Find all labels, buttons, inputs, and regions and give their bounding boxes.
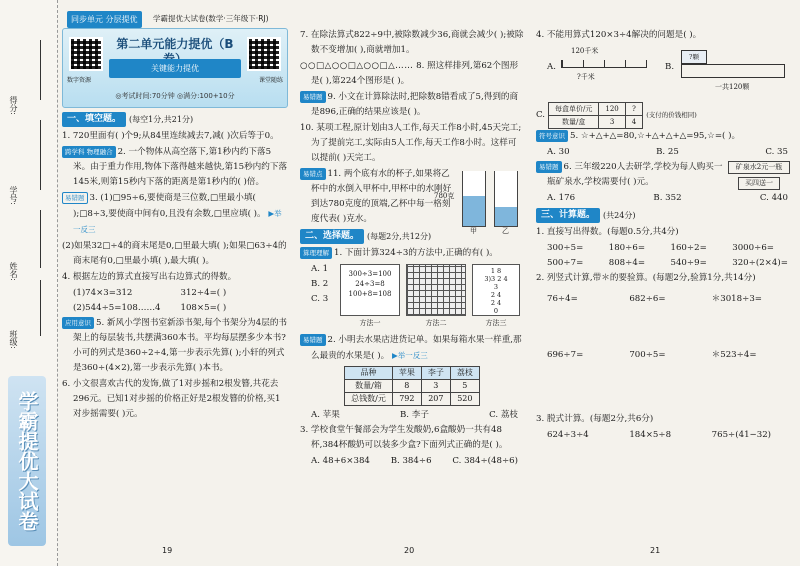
option-c[interactable]: C. 35 bbox=[765, 147, 788, 157]
column-2 bbox=[300, 28, 524, 469]
table-row bbox=[549, 103, 643, 116]
class-line bbox=[40, 280, 41, 336]
question-text: 6. 三年级220人去研学,学校为每人购买一瓶矿泉水,学校需要付( )元。 bbox=[547, 162, 723, 187]
line-a-note: ?千米 bbox=[577, 73, 595, 81]
calc-item: 696÷7= bbox=[547, 350, 584, 360]
beaker-b bbox=[494, 171, 518, 227]
promo-sign bbox=[728, 160, 790, 191]
table-cell: 8 bbox=[392, 380, 421, 393]
price-table bbox=[548, 102, 643, 129]
fruit-table bbox=[344, 366, 480, 406]
section-note: (每题2分,共12分) bbox=[367, 232, 432, 241]
method-figures bbox=[340, 264, 520, 331]
box-b-note: 一共120颗 bbox=[715, 83, 750, 91]
calc-item: 500÷7= bbox=[547, 258, 584, 268]
choice-6-options bbox=[536, 191, 794, 206]
table-cell: 792 bbox=[392, 393, 421, 406]
option-a[interactable]: A. 176 bbox=[547, 193, 576, 203]
calc-item: 320÷(2×4)= bbox=[732, 258, 788, 268]
calc-3-row bbox=[536, 428, 794, 443]
column-3 bbox=[536, 28, 794, 443]
choice-3-options bbox=[300, 454, 524, 469]
beaker-a-label: 甲 bbox=[470, 227, 477, 235]
option-a[interactable]: A. 1 bbox=[311, 264, 329, 274]
column-1 bbox=[62, 14, 288, 423]
option-c[interactable]: C. bbox=[536, 110, 546, 120]
question-badge: 算理理解 bbox=[300, 247, 332, 259]
option-c[interactable]: C. 荔枝 bbox=[489, 410, 518, 420]
choice-question-6-wrap bbox=[536, 160, 794, 190]
choice-question-2 bbox=[300, 333, 524, 364]
option-b[interactable]: B. 25 bbox=[656, 147, 679, 157]
choice-question-5 bbox=[536, 129, 794, 144]
question-11-wrap bbox=[300, 167, 524, 235]
choice-1-body bbox=[300, 262, 524, 333]
calc-item: 808÷4= bbox=[608, 258, 646, 268]
question-text: 2. 一个物体从高空落下,第1秒内约下落5米。由于重力作用,物体下落得越来越快,第15秒内约下落145米,则第15秒内下落的距离是第1秒内的( )倍。 bbox=[73, 147, 288, 187]
equation: (2)544÷5=108……4 bbox=[73, 303, 161, 313]
line-segment-a bbox=[561, 60, 647, 68]
option-a[interactable]: A. 48+6×384 bbox=[311, 456, 370, 466]
related-practice-link[interactable]: ▶举一反三 bbox=[73, 209, 282, 234]
calc-item: ＊3018÷3= bbox=[711, 294, 762, 304]
table-cell: 4 bbox=[625, 116, 642, 129]
method-2-grid bbox=[406, 264, 466, 316]
brand-logo: 学霸提优大试卷 bbox=[8, 376, 46, 546]
line-a-label: 120千米 bbox=[571, 47, 599, 55]
exam-header bbox=[62, 14, 288, 108]
name-line bbox=[40, 210, 41, 268]
question-4-row-1 bbox=[62, 286, 288, 301]
page-number-middle: 20 bbox=[404, 546, 415, 555]
calc-question-3: 3. 脱式计算。(每题2分,共6分) bbox=[536, 414, 654, 424]
question-7: 7. 在除法算式822÷9中,被除数减少36,商就会减少( );被除数不变增加( ),商就增加1。 bbox=[300, 30, 524, 55]
question-text: 2. 小明去水果店进货记单。如果每箱水果一样重,那么最贵的水果是( )。 bbox=[311, 335, 522, 361]
qr-label-left: 数字资源 bbox=[67, 77, 92, 84]
table-cell: 每盒单价/元 bbox=[549, 103, 599, 116]
table-cell: 207 bbox=[421, 393, 450, 406]
table-cell: ? bbox=[625, 103, 642, 116]
exam-info: ◎考试时间:70分钟 ◎满分:100+10分 bbox=[115, 92, 235, 100]
question-3b: (2)如果32□÷4的商末尾是0,□里最大填( );如果□63÷4的商末尾有0,□里最小填( ),最大填( )。 bbox=[62, 241, 287, 266]
equation: (1)74×3=312 bbox=[73, 288, 133, 298]
method-3-line: 2 4 bbox=[490, 291, 502, 299]
question-4: 4. 根据左边的算式直接写出右边算式的得数。 bbox=[62, 272, 237, 282]
choice-1-options bbox=[300, 262, 340, 333]
table-cell: 3 bbox=[421, 380, 450, 393]
question-5 bbox=[62, 316, 288, 376]
question-text: 3. (1)□95÷6,要使商是三位数,□里最小填( );□8÷3,要使商中间有0,且没有余数,□里应填( )。 bbox=[73, 193, 266, 219]
exam-subtitle: 关键能力提优 bbox=[109, 59, 241, 78]
section-note: (每空1分,共21分) bbox=[129, 115, 194, 124]
option-c[interactable]: C. 384÷(48÷6) bbox=[452, 456, 518, 466]
calc-item: 160÷2= bbox=[670, 243, 707, 253]
method-3-line: 1 8 bbox=[490, 267, 502, 275]
beaker-b-label: 乙 bbox=[502, 227, 509, 235]
question-8 bbox=[300, 59, 524, 89]
table-header-row bbox=[345, 367, 480, 380]
table-header-cell: 苹果 bbox=[392, 367, 421, 380]
question-badge: 易错题 bbox=[536, 161, 562, 173]
table-cell: 5 bbox=[450, 380, 479, 393]
box-b-large bbox=[681, 64, 785, 78]
calc-question-1: 1. 直接写出得数。(每题0.5分,共4分) bbox=[536, 227, 679, 237]
option-c[interactable]: C. 3 bbox=[311, 294, 329, 304]
table-cell: 数量/箱 bbox=[345, 380, 393, 393]
student-id-line bbox=[40, 120, 41, 190]
related-practice-link[interactable]: ▶举一反三 bbox=[391, 351, 428, 360]
method-1 bbox=[340, 264, 400, 331]
section-label: 三、计算题。 bbox=[536, 208, 600, 223]
table-row bbox=[549, 116, 643, 129]
table-row bbox=[345, 380, 480, 393]
question-1: 1. 720里面有( )个9;从84里连续减去7,减( )次后等于0。 bbox=[62, 131, 279, 141]
method-3-line: 2 4 bbox=[490, 299, 502, 307]
method-3-label: 方法三 bbox=[485, 319, 507, 327]
class-label: 班级: bbox=[9, 330, 18, 349]
table-cell: 总钱数/元 bbox=[345, 393, 393, 406]
question-badge: 易错题 bbox=[300, 91, 326, 103]
series-tag: 同步单元 分层提优 bbox=[67, 11, 142, 28]
series-title: 学霸提优大试卷(数学·三年级下·RJ) bbox=[153, 14, 269, 23]
table-header-cell: 李子 bbox=[421, 367, 450, 380]
beaker-mark: 780克 bbox=[434, 192, 455, 200]
name-label: 姓名: bbox=[9, 262, 18, 281]
student-id-label: 学号: bbox=[9, 186, 18, 205]
calc-item: 700÷5= bbox=[629, 350, 666, 360]
section-calculation bbox=[536, 208, 794, 223]
answer-equation: 108×5=( ) bbox=[180, 303, 227, 313]
calc-item: 624÷3÷4 bbox=[547, 430, 589, 440]
question-text: 5. ☆+△+△=80,☆+△+△+△=95,☆=( )。 bbox=[570, 131, 741, 141]
method-2-label: 方法二 bbox=[425, 319, 447, 327]
section-label: 二、选择题。 bbox=[300, 229, 364, 244]
option-b[interactable]: B. bbox=[665, 62, 675, 72]
calc-2-row-1 bbox=[536, 292, 794, 348]
method-2 bbox=[406, 264, 466, 331]
calc-2-row-2 bbox=[536, 348, 794, 412]
qr-code-left-icon[interactable] bbox=[69, 37, 103, 71]
table-header-cell: 品种 bbox=[345, 367, 393, 380]
score-line bbox=[40, 40, 41, 100]
choice-question-1 bbox=[300, 246, 524, 261]
table-header-cell: 荔枝 bbox=[450, 367, 479, 380]
calc-item: 76÷4= bbox=[547, 294, 578, 304]
question-badge: 应用意识 bbox=[62, 317, 94, 329]
question-2 bbox=[62, 145, 288, 190]
option-a[interactable]: A. bbox=[547, 62, 556, 72]
question-badge: 跨学科 物理融合 bbox=[62, 146, 116, 158]
method-3 bbox=[472, 264, 520, 331]
method-1-line: 300÷3=100 bbox=[348, 270, 392, 278]
option-a[interactable]: A. 30 bbox=[547, 147, 570, 157]
question-10: 10. 某项工程,原计划由3人工作,每天工作8小时,45天完工;为了提前完工,实际由5人工作,每天工作8小时。这样可以提前( )天完工。 bbox=[300, 123, 522, 163]
question-badge: 易错点 bbox=[300, 168, 326, 180]
option-b[interactable]: B. 352 bbox=[653, 193, 682, 203]
table-cell: 120 bbox=[599, 103, 625, 116]
option-b[interactable]: B. 384÷6 bbox=[390, 456, 432, 466]
table-cell: 3 bbox=[599, 116, 625, 129]
exam-title: 第二单元能力提优（B bbox=[116, 37, 234, 51]
page-number-right: 21 bbox=[650, 546, 661, 555]
question-text: 8. 照这样排列,第62个图形是( ),第224个图形是( )。 bbox=[311, 61, 519, 86]
question-text: 5. 新风小学图书室新添书架,每个书架分为4层的书架上的每层装书,共摆满360本书。平均每层摆多少本书?小可的列式是360÷2÷4,第一步表示先算( );小轩的列式是360÷(4×2),第一步表示先算( )本书。 bbox=[73, 318, 288, 373]
calc-item: 765÷(41−32) bbox=[711, 430, 772, 440]
calc-item: ＊523÷4= bbox=[711, 350, 757, 360]
choice-5-options bbox=[536, 145, 794, 160]
qr-code-right-icon[interactable] bbox=[247, 37, 281, 71]
calc-item: 3000÷6= bbox=[732, 243, 774, 253]
question-badge: 易错题 bbox=[62, 192, 88, 204]
choice-question-4: 4. 不能用算式120×3÷4解决的问题是( )。 bbox=[536, 30, 702, 40]
question-text: 11. 两个底有水的杯子,如果将乙杯中的水倒入甲杯中,甲杯中的水刚好到达780克度的顶端,乙杯中每一格刻度代表( )克水。 bbox=[311, 169, 452, 224]
choice-question-3: 3. 学校食堂午餐部会为学生发酸奶,6盒酸奶一共有48杯,384杯酸奶可以装多少盒?下面列式正确的是( )。 bbox=[300, 425, 508, 450]
option-b[interactable]: B. 2 bbox=[311, 279, 329, 289]
calc-1-row-1 bbox=[536, 241, 794, 256]
section-note: (共24分) bbox=[603, 211, 636, 220]
question-text: 9. 小文在计算除法时,把除数8错看成了5,得到的商是896,正确的结果应该是( )。 bbox=[311, 92, 519, 117]
table-cell: 数量/盒 bbox=[549, 116, 599, 129]
section-fill-blank bbox=[62, 112, 288, 127]
method-1-label: 方法一 bbox=[359, 319, 381, 327]
shape-sequence: ○○□△○○□△○○□△…… bbox=[300, 61, 414, 71]
question-badge: 易错题 bbox=[300, 334, 326, 346]
question-4-figures bbox=[547, 44, 794, 102]
calc-item: 180÷6= bbox=[608, 243, 646, 253]
method-1-line: 100+8=108 bbox=[348, 290, 392, 298]
calc-1-row-2 bbox=[536, 256, 794, 271]
binding-strip bbox=[0, 0, 58, 566]
question-text: 1. 下面计算324÷3的方法中,正确的有( )。 bbox=[334, 248, 498, 258]
calc-item: 184×5÷8 bbox=[629, 430, 672, 440]
beaker-a bbox=[462, 171, 486, 227]
choice-2-options bbox=[300, 408, 524, 423]
promo-offer: 买四送一 bbox=[738, 177, 780, 190]
calc-item: 540÷9= bbox=[670, 258, 707, 268]
beaker-diagram bbox=[434, 167, 522, 239]
question-3a bbox=[62, 191, 288, 238]
promo-price: 矿泉水2元一瓶 bbox=[728, 161, 790, 174]
method-3-box bbox=[472, 264, 520, 316]
calc-item: 300÷5= bbox=[547, 243, 584, 253]
qr-label-right: 课堂随练 bbox=[258, 77, 283, 84]
method-3-line: 0 bbox=[493, 307, 499, 315]
option-c-row bbox=[536, 102, 794, 129]
answer-equation: 312÷4=( ) bbox=[180, 288, 227, 298]
calc-item: 682÷6= bbox=[629, 294, 666, 304]
question-6: 6. 小文很喜欢古代的发饰,做了1对步摇和2根发簪,共花去296元。已知1对步摇的价格正好是2根发簪的价格,买1对步摇需要( )元。 bbox=[62, 379, 281, 419]
method-1-line: 24÷3=8 bbox=[355, 280, 385, 288]
box-b-small: ?颗 bbox=[681, 50, 707, 64]
option-b[interactable]: B. 李子 bbox=[399, 410, 429, 420]
table-row bbox=[345, 393, 480, 406]
beaker-a-water bbox=[463, 196, 485, 226]
method-1-box bbox=[340, 264, 400, 316]
method-3-line: 3)3 2 4 bbox=[484, 275, 508, 283]
option-c[interactable]: C. 440 bbox=[759, 193, 788, 203]
question-9 bbox=[300, 90, 524, 120]
page-number-left: 19 bbox=[162, 546, 173, 555]
option-a[interactable]: A. 苹果 bbox=[311, 410, 340, 420]
question-4-row-2 bbox=[62, 301, 288, 316]
score-label: 得分: bbox=[9, 96, 18, 115]
calc-question-2: 2. 列竖式计算,带＊的要验算。(每题2分,验算1分,共14分) bbox=[536, 273, 756, 283]
method-3-line: 3 bbox=[493, 283, 499, 291]
table-cell: 520 bbox=[450, 393, 479, 406]
price-note: (支付的价钱相同) bbox=[646, 111, 697, 119]
question-badge: 符号意识 bbox=[536, 130, 568, 142]
section-label: 一、填空题。 bbox=[62, 112, 126, 127]
